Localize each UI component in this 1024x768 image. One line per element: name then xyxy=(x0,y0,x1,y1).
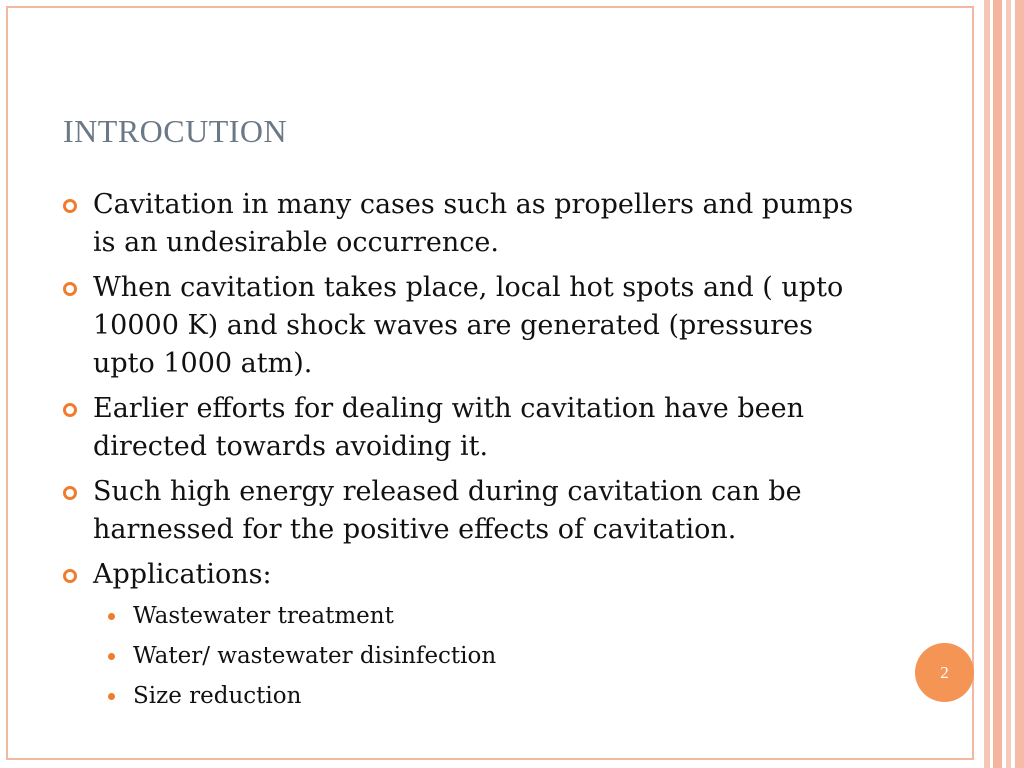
ring-bullet-icon xyxy=(63,199,77,213)
ring-bullet-icon xyxy=(63,569,77,583)
bullet-item xyxy=(63,269,883,383)
sub-bullet-item xyxy=(93,596,883,636)
decorative-stripe xyxy=(1015,0,1024,768)
bullet-item xyxy=(63,186,883,262)
bullet-text: Earlier efforts for dealing with cavitation have been directed towards avoiding it. xyxy=(93,393,804,462)
ring-bullet-icon xyxy=(63,282,77,296)
sub-bullet-item xyxy=(93,636,883,676)
bullet-item xyxy=(63,473,883,549)
slide-title: INTROCUTION xyxy=(63,113,288,149)
page-number: 2 xyxy=(940,662,949,682)
bullet-text: When cavitation takes place, local hot spots and ( upto 10000 K) and shock waves are generated (pressures upto 1000 atm). xyxy=(93,272,844,379)
sub-bullet-text: Water/ wastewater disinfection xyxy=(133,643,497,669)
bullet-item xyxy=(63,390,883,466)
page-number-badge xyxy=(915,643,974,702)
dot-bullet-icon xyxy=(108,693,115,700)
decorative-stripe xyxy=(1006,0,1011,768)
bullet-item-applications xyxy=(63,556,883,716)
sub-bullet-list xyxy=(93,596,883,716)
sub-bullet-item xyxy=(93,676,883,716)
bullet-list xyxy=(63,186,883,723)
bullet-text: Such high energy released during cavitation can be harnessed for the positive effects of cavitation. xyxy=(93,476,802,545)
dot-bullet-icon xyxy=(108,613,115,620)
decorative-stripe xyxy=(993,0,1002,768)
ring-bullet-icon xyxy=(63,403,77,417)
ring-bullet-icon xyxy=(63,486,77,500)
sub-bullet-text: Wastewater treatment xyxy=(133,603,394,629)
bullet-text: Cavitation in many cases such as propellers and pumps is an undesirable occurrence. xyxy=(93,189,854,258)
decorative-stripe xyxy=(984,0,990,768)
bullet-text: Applications: xyxy=(93,559,272,590)
dot-bullet-icon xyxy=(108,653,115,660)
sub-bullet-text: Size reduction xyxy=(133,683,302,709)
